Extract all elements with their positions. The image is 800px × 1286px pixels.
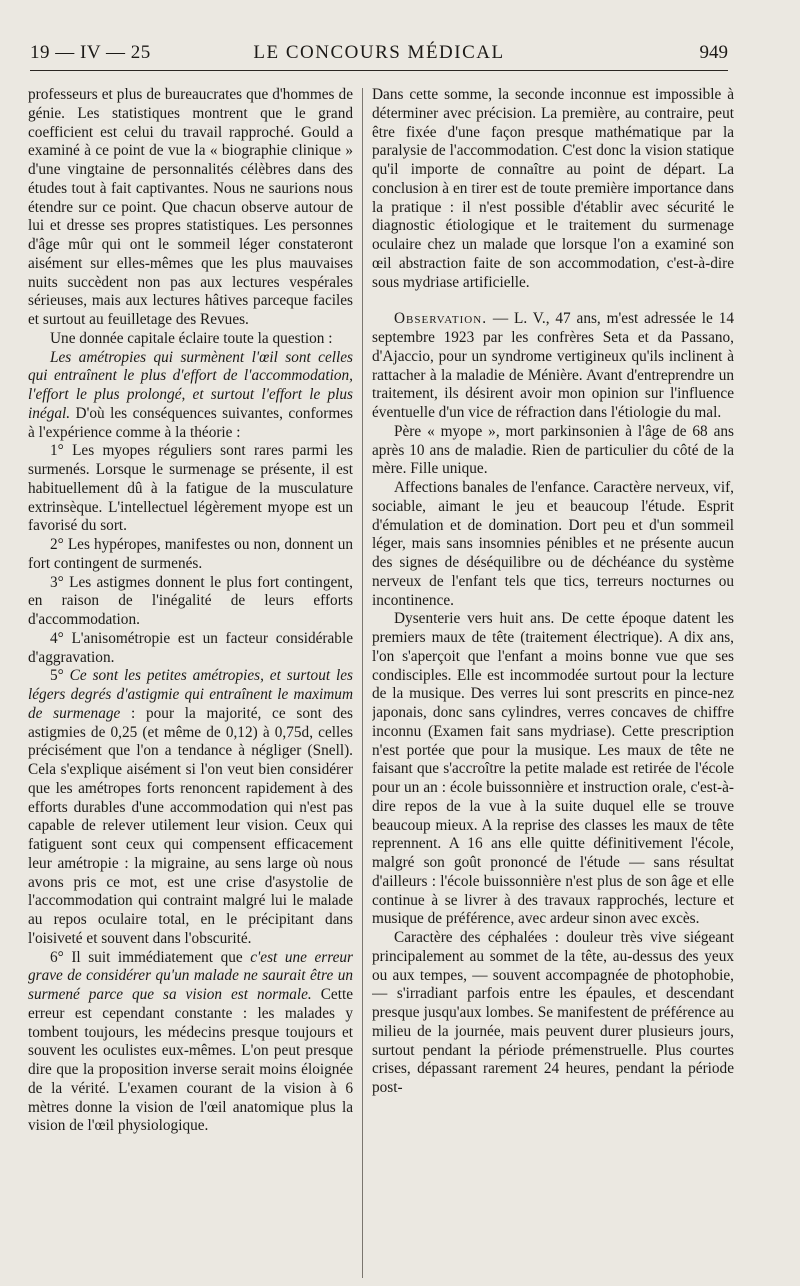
left-column bbox=[28, 86, 353, 1282]
paragraph-headaches: Caractère des céphalées : douleur très vive siégeant principalement au sommet de la tête, au-dessus des yeux ou aux tempes, — souvent accompagnée de photophobie, — s'irradiant parfois entre les épaules, et descendant presque jusqu'aux lombes. Se manifestent de préférence au milieu de la journée, mais peuvent durer plusieurs jours, surtout pendant la période prémenstruelle. Plus courtes crises, dépassant rarement 24 heures, pendant la période post- bbox=[372, 929, 734, 1096]
observation-text: — L. V., 47 ans, m'est adressée le 14 septembre 1923 par les confrères Seta et da Passano, d'Ajaccio, pour un syndrome vertigineux qu'ils inclinent à rattacher à la maladie de Ménière. Avant d'entreprendre un traitement, ils désirent avoir mon opinion sur l'influence éventuelle d'un vice de réfraction dans l'étiologie du mal. bbox=[372, 310, 734, 421]
thesis-rest: D'où les conséquences suivantes, conformes à l'expérience comme à la théorie : bbox=[28, 404, 353, 441]
list-item-6 bbox=[28, 949, 353, 1137]
column-divider bbox=[362, 88, 363, 1278]
list-item-2: 2° Les hypéropes, manifestes ou non, donnent un fort contingent de surmenés. bbox=[28, 536, 353, 572]
paragraph-conclusion: Dans cette somme, la seconde inconnue est impossible à déterminer avec précision. La première, au contraire, peut être fixée d'une façon presque mathématique par la paralysie de l'accommodation. C'est donc la vision statique qu'il importe de connaître au point de départ. La conclusion à en tirer est de toute première importance dans la pratique : il n'est possible d'établir avec sécurité le diagnostic étiologique et le traitement du surmenage oculaire chez un malade que lorsque l'on a examiné son œil abstraction faite de son accommodation, c'est-à-dire sous mydriase artificielle. bbox=[372, 86, 734, 291]
item5-italic: Ce sont les petites amétropies, et surtout les légers degrés d'astigmie qui entraînent le maximum de surmenage bbox=[28, 667, 353, 722]
list-item-5 bbox=[28, 667, 353, 948]
thesis-italic: Les amétropies qui surmènent l'œil sont celles qui entraînent le plus d'effort de l'accommodation, l'effort le plus prolongé, et surtout l'effort le plus inégal. bbox=[28, 348, 353, 422]
item6-rest: Cette erreur est cependant constante : les malades y tombent toujours, les médecins presque toujours et souvent les oculistes eux-mêmes. L'on peut presque dire que la proposition inverse serait moins éloignée de la vérité. L'examen courant de la vision à 6 mètres donne la vision de l'œil anatomique plus la vision de l'œil physiologique. bbox=[28, 986, 353, 1135]
journal-title: LE CONCOURS MÉDICAL bbox=[253, 42, 505, 63]
item5-lead: 5° bbox=[50, 667, 70, 685]
paragraph-childhood: Affections banales de l'enfance. Caractère nerveux, vif, sociable, aimant le jeu et beaucoup l'étude. Esprit d'émulation et de domination. Dort peu et d'un sommeil léger, mais sans insomnies pénibles et ne présente aucun des signes de déséquilibre ou de déchéance du système nerveux de l'enfant tels que tics, terreurs nocturnes ou incontinence. bbox=[372, 479, 734, 609]
paragraph-question: Une donnée capitale éclaire toute la question : bbox=[50, 329, 333, 347]
item6-lead: 6° Il suit immédiatement que bbox=[50, 948, 251, 966]
page-number: 949 bbox=[699, 42, 728, 63]
observation-label: Observation. bbox=[394, 310, 488, 328]
item6-italic: c'est une erreur grave de considérer qu'un malade ne saurait être un surmené parce que sa vision est normale. bbox=[28, 948, 353, 1003]
issue-date: 19 — IV — 25 bbox=[30, 42, 151, 63]
item5-rest: : pour la majorité, ce sont des astigmies de 0,25 (et même de 0,12) à 0,75d, celles précisément que l'on a tendance à négliger (Snell). Cela s'explique aisément si l'on veut bien considérer que les amétropes forts renoncent rapidement à des efforts durables d'une accommodation qui n'est pas capable de relever utilement leur vision. Ceux qui fatiguent sont ceux qui compensent efficacement leur amétropie : la migraine, au sens large où nous avons pris ce mot, est une crise d'asystolie de l'accommodation qui contraint malgré lui le malade au repos oculaire total, en le précipitant dans l'oisiveté et souvent dans l'obscurité. bbox=[28, 704, 353, 947]
page-header bbox=[30, 40, 728, 71]
paragraph-statistics: professeurs et plus de bureaucrates que d'hommes de génie. Les statistiques montrent que le grand coefficient est celui du travail rapproché. Gould a examiné à ce point de vue la « biographie clinique » d'une vingtaine de personnalités célèbres dans des études tout à fait captivantes. Nous ne saurions nous étendre sur ce point. Que chacun observe autour de lui et dresse ses propres statistiques. Les personnes d'âge mûr qui ont le sommeil léger constateront aisément sur elles-mêmes que les plus mauvaises nuits succèdent non pas aux lectures vespérales sérieuses, mais aux lectures hâtives parceque faciles et surtout au feuilletage des Revues. bbox=[28, 86, 353, 328]
paragraph-family: Père « myope », mort parkinsonien à l'âge de 68 ans après 10 ans de maladie. Rien de particulier du côté de la mère. Fille unique. bbox=[372, 422, 734, 478]
list-item-3: 3° Les astigmes donnent le plus fort contingent, en raison de l'inégalité de leurs efforts d'accommodation. bbox=[28, 573, 353, 628]
list-item-1: 1° Les myopes réguliers sont rares parmi les surmenés. Lorsque le surmenage se présente, il est habituellement dû à la fatigue de la musculature extrinsèque. L'intellectuel légèrement myope est un favorisé du sort. bbox=[28, 442, 353, 535]
list-item-4: 4° L'anisométropie est un facteur considérable d'aggravation. bbox=[28, 629, 353, 666]
paragraph-observation bbox=[372, 310, 734, 423]
paragraph-history: Dysenterie vers huit ans. De cette époque datent les premiers maux de tête (traitement électrique). A dix ans, l'on s'aperçoit que l'enfant a moins bonne vue que ses condisciples. Elle est incommodée surtout pour la lecture de la musique. Des verres lui sont prescrits en pince-nez japonais, donc sans cylindres, verres concaves de chiffre inconnu (Examen fait sans mydriase). Cette prescription n'est portée que pour la musique. Les maux de tête ne faisant que s'accroître la petite malade est retirée de l'école pour un an : école buissonnière et instruction orale, c'est-à-dire repos de la vue à la suite duquel elle se trouve beaucoup mieux. A la reprise des classes les maux de tête reprennent. A 16 ans elle quitte définitivement l'école, malgré son goût prononcé de l'étude — sans résultat d'ailleurs : l'école buissonnière n'est plus de son âge et elle continue à se livrer à des travaux rapprochés, lecture et musique de préférence, avec ardeur sinon avec excès. bbox=[372, 610, 734, 928]
right-column bbox=[372, 86, 734, 1282]
paragraph-thesis bbox=[28, 349, 353, 443]
